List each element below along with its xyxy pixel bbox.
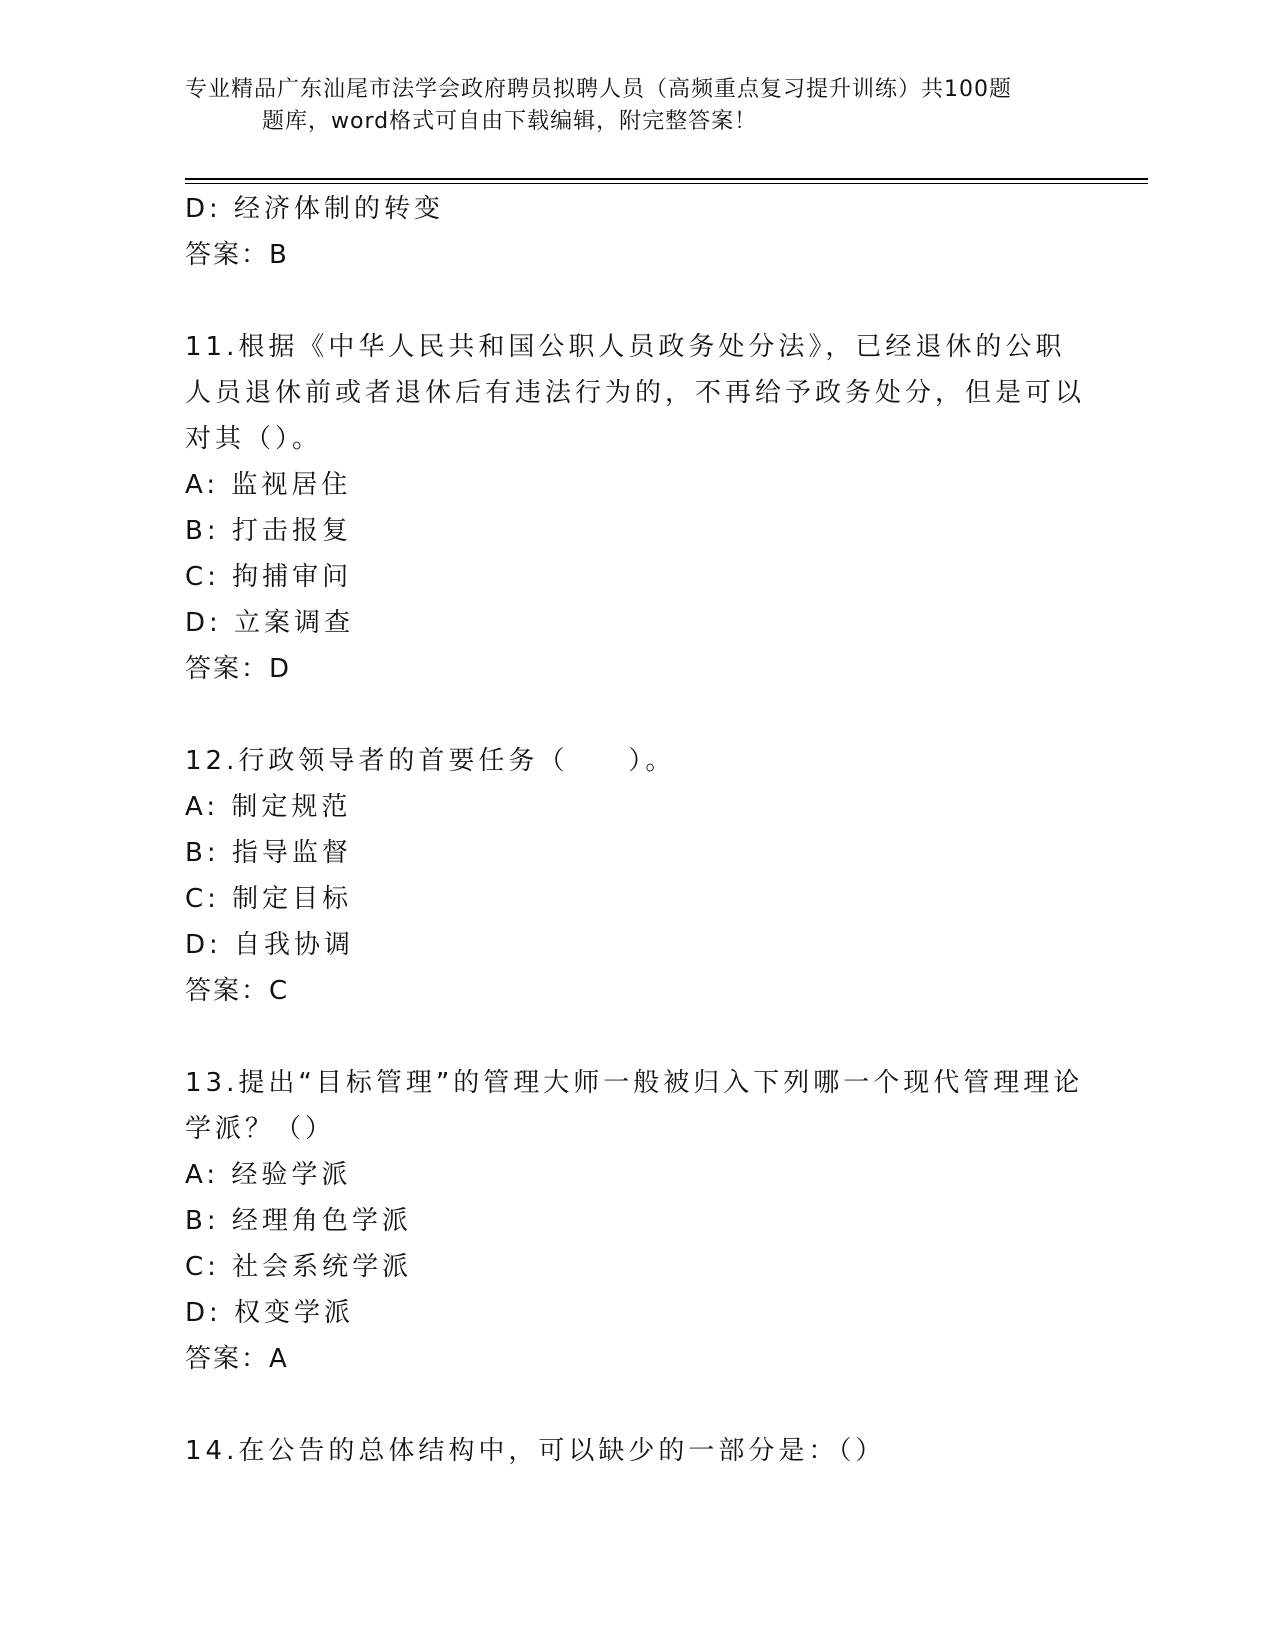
option-a: A: 制定规范 [185,792,352,822]
previous-question-answer: 答案：B [185,240,289,270]
option-d: D: 权变学派 [185,1298,355,1328]
option-c: C: 拘捕审问 [185,562,353,592]
question-12 [185,738,1085,1014]
option-b: B: 指导监督 [185,838,352,868]
answer: 答案：D [185,654,292,684]
spacer [185,692,1085,738]
answer: 答案：C [185,976,290,1006]
header-divider-thick [185,178,1148,180]
question-13 [185,1060,1085,1382]
spacer [185,1382,1085,1428]
header-divider-thin [185,183,1148,184]
question-stem: 11.根据《中华人民共和国公职人员政务处分法》，已经退休的公职人员退休前或者退休后有违法行为的，不再给予政务处分，但是可以对其（）。 [185,332,1086,454]
option-c: C: 社会系统学派 [185,1252,413,1282]
header-title-line2: 题库，word格式可自由下载编辑，附完整答案！ [262,109,758,134]
question-stem: 14.在公告的总体结构中，可以缺少的一部分是：（） [185,1436,886,1466]
document-body [185,186,1085,1474]
question-stem: 12.行政领导者的首要任务（ ）。 [185,746,676,776]
option-a: A: 经验学派 [185,1160,352,1190]
previous-question-option-d: D: 经济体制的转变 [185,194,445,224]
option-c: C: 制定目标 [185,884,353,914]
option-d: D: 自我协调 [185,930,355,960]
question-stem: 13.提出“目标管理”的管理大师一般被归入下列哪一个现代管理理论学派？（） [185,1068,1084,1144]
question-11 [185,324,1085,692]
question-14 [185,1428,1085,1474]
option-a: A: 监视居住 [185,470,352,500]
spacer [185,278,1085,324]
option-d: D: 立案调查 [185,608,355,638]
option-b: B: 经理角色学派 [185,1206,412,1236]
header-title-line1: 专业精品广东汕尾市法学会政府聘员拟聘人员（高频重点复习提升训练）共100题 [185,77,1012,102]
answer: 答案：A [185,1344,289,1374]
page-header [185,74,1085,138]
spacer [185,1014,1085,1060]
option-b: B: 打击报复 [185,516,352,546]
